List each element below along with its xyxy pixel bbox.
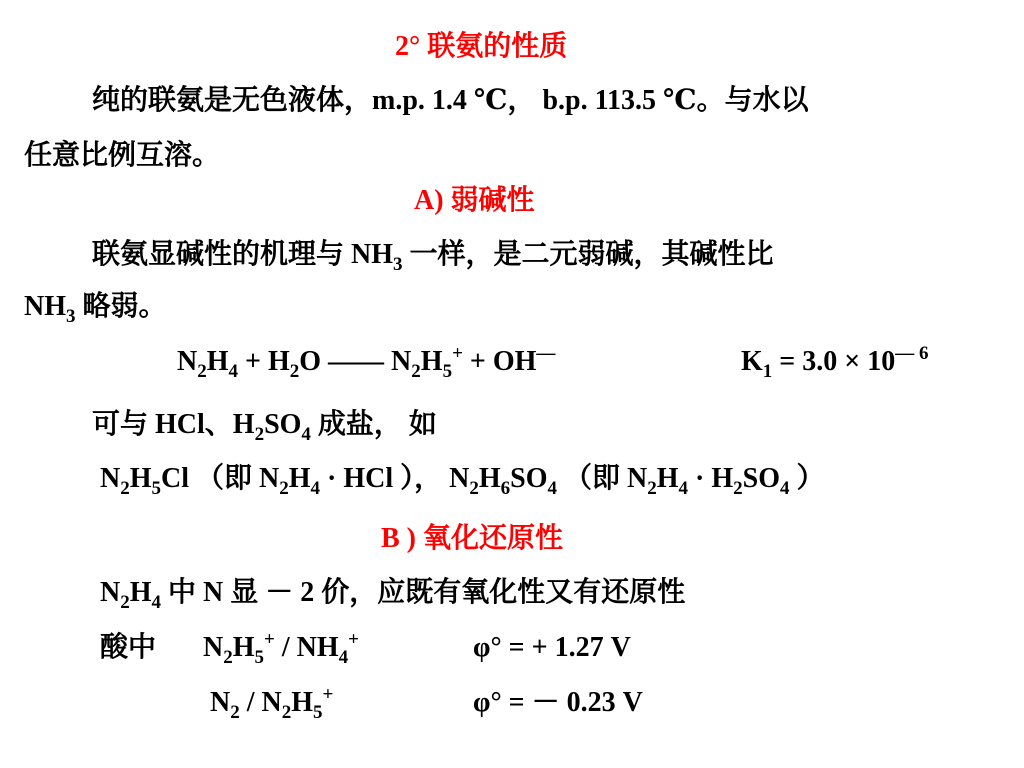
plus-sign: + <box>238 346 268 377</box>
text-segment: 一样，是二元弱碱，其碱性比 <box>402 239 774 270</box>
section-a-text-1 <box>92 238 774 275</box>
section-a-text-2 <box>24 290 167 327</box>
subscript: 3 <box>393 254 403 275</box>
intro-line-2: 任意比例互溶。 <box>24 140 221 171</box>
equilibrium-arrow: —— <box>321 346 392 377</box>
text-segment: 略弱。 <box>75 291 167 322</box>
couple-n2-n2h5: $N_2 / N_2H_5^+$ <box>210 684 334 723</box>
section-2-title: 2° 联氨的性质 <box>395 31 568 62</box>
intro-line-1: 纯的联氨是无色液体，m.p. 1.4 ℃， b.p. 113.5 ℃。与水以 <box>92 85 809 116</box>
acid-label: 酸中 <box>100 632 157 663</box>
formula-n2h5-plus: $N_2H_5^+$ <box>391 343 463 382</box>
couple-n2h5-nh4: $N_2H_5^+ / NH_4^+$ <box>203 629 359 668</box>
section-a-title: A) 弱碱性 <box>414 185 535 216</box>
subscript: 3 <box>66 306 76 327</box>
formula-n2h6so4: $_2H_6SO_4$ （即 $N_2H_4 \cdot H_2SO_4$ ） <box>469 463 825 499</box>
salts-line-1: 可与 HCl、$H_2SO_4$ 成盐， 如 <box>92 409 437 445</box>
text-segment: NH <box>24 291 66 322</box>
formula-n2h4: $N_2H_4$ <box>177 346 239 382</box>
section-b-title: B ) 氧化还原性 <box>381 523 564 554</box>
plus-sign: + <box>462 346 493 377</box>
equilibrium-constant: $K_1 = 3.0 \times 10^{— 6}$ <box>741 343 929 382</box>
equilibrium-equation <box>177 343 556 382</box>
potential-2: φ° = － 0.23 V <box>473 687 643 718</box>
redox-line-1: $N_2H_4$ 中 N 显 － 2 价，应既有氧化性又有还原性 <box>100 577 686 613</box>
text-segment: 联氨显碱性的机理与 NH <box>92 239 394 270</box>
formula-h2o: $H_2O$ <box>267 346 322 382</box>
salts-line-2 <box>100 462 825 499</box>
formula-n2h5cl: $N_2H_5Cl$ （即 $N_2H_4$ · HCl ）， N <box>100 463 470 499</box>
potential-1: φ° = + 1.27 V <box>473 632 631 663</box>
formula-oh-minus: OH— <box>492 343 556 377</box>
